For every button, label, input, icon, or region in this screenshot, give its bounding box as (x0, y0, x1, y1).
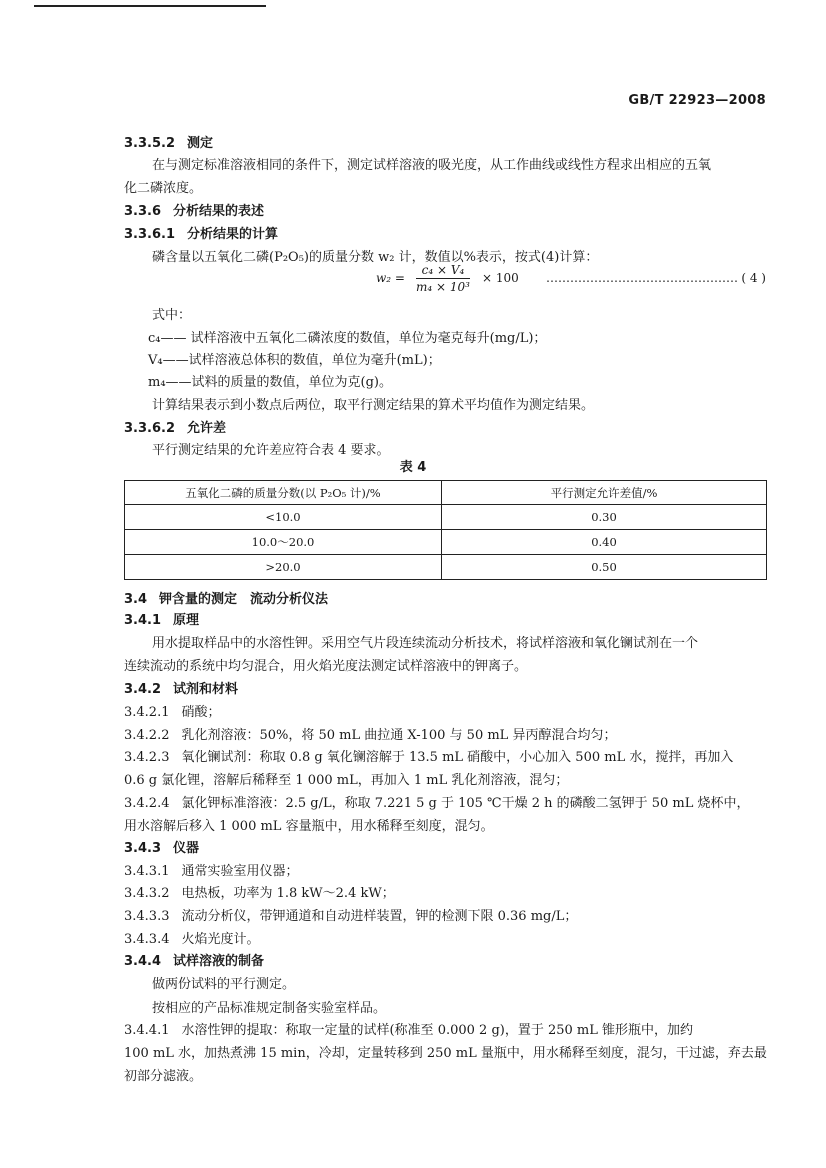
table-cell: 0.30 (442, 505, 767, 530)
clause-number: 3.4.4.1 (124, 1023, 170, 1038)
line-text: 乳化剂溶液：50%，将 50 mL 曲拉通 X-100 与 50 mL 异丙醇混合均匀； (181, 728, 617, 743)
line-text: 氧化镧试剂：称取 0.8 g 氧化镧溶解于 13.5 mL 硝酸中，小心加入 500 mL 水，搅拌，再加入 (181, 750, 734, 765)
list-item (124, 885, 395, 903)
formula-4 (376, 262, 766, 298)
clause-number: 3.4.3.3 (124, 909, 170, 924)
line-text: 原理 (173, 613, 200, 628)
list-item (124, 1022, 693, 1040)
line-text: 用水溶解后移入 1 000 mL 容量瓶中，用水稀释至刻度，混匀。 (124, 819, 494, 834)
line-text: V₄——试样溶液总体积的数值，单位为毫升(mL)； (148, 353, 441, 368)
clause-number: 3.4.3.1 (124, 864, 170, 879)
clause-number: 3.4.1 (124, 613, 162, 628)
paragraph-line (152, 397, 594, 415)
clause-number: 3.4.2.1 (124, 705, 170, 720)
section-heading (124, 953, 264, 971)
paragraph-line (124, 1045, 767, 1063)
formula-multiplier: × 100 (482, 271, 519, 285)
formula-fraction (416, 262, 470, 295)
section-heading (124, 681, 238, 699)
table-row (125, 505, 767, 530)
clause-number: 3.3.6.2 (124, 421, 175, 436)
paragraph-line (152, 635, 698, 653)
formula-numerator: c₄ × V₄ (416, 262, 470, 279)
clause-number: 3.3.5.2 (124, 136, 175, 151)
line-text: 初部分滤液。 (124, 1069, 203, 1084)
line-text: 100 mL 水，加热煮沸 15 min，冷却，定量转移到 250 mL 量瓶中，用水稀释至刻度，混匀，干过滤，弃去最 (124, 1046, 767, 1061)
table-cell: >20.0 (125, 555, 442, 580)
list-item (124, 749, 733, 767)
paragraph-line (152, 1000, 386, 1018)
section-heading (124, 591, 328, 609)
line-text: 允许差 (187, 421, 227, 436)
line-text: 分析结果的计算 (187, 227, 279, 242)
line-text: 按相应的产品标准规定制备实验室样品。 (152, 1001, 387, 1016)
line-text: 火焰光度计。 (181, 932, 260, 947)
paragraph-line (124, 772, 568, 790)
line-text: 电热板，功率为 1.8 kW～2.4 kW； (181, 886, 395, 901)
paragraph-line (124, 1068, 202, 1086)
section-heading (124, 840, 199, 858)
line-text: 用水提取样品中的水溶性钾。采用空气片段连续流动分析技术，将试样溶液和氧化镧试剂在一个 (152, 636, 699, 651)
section-heading (124, 612, 199, 630)
table-row (125, 530, 767, 555)
table-row (125, 555, 767, 580)
line-text: m₄——试料的质量的数值，单位为克(g)。 (148, 375, 393, 390)
section-heading (124, 420, 226, 438)
section-heading (124, 203, 264, 221)
clause-number: 3.4.2.2 (124, 728, 170, 743)
formula-leader-dots: ………………………………………… (546, 271, 738, 285)
line-text: 通常实验室用仪器； (181, 864, 299, 879)
formula-number: ( 4 ) (741, 271, 766, 285)
standard-number: GB/T 22923—2008 (628, 93, 766, 108)
formula-denominator: m₄ × 10³ (416, 280, 470, 294)
line-text: 试剂和材料 (173, 682, 239, 697)
paragraph-line (124, 818, 494, 836)
clause-number: 3.4.3.4 (124, 932, 170, 947)
list-item (124, 863, 299, 881)
table-cell: 0.40 (442, 530, 767, 555)
list-item (124, 704, 221, 722)
section-heading (124, 135, 213, 153)
table-title: 表 4 (399, 460, 427, 475)
line-text: 在与测定标准溶液相同的条件下，测定试样溶液的吸光度，从工作曲线或线性方程求出相应的五氧 (152, 158, 712, 173)
clause-number: 3.4.3.2 (124, 886, 170, 901)
line-text: 测定 (187, 136, 214, 151)
top-rule (34, 5, 266, 7)
clause-number: 3.4 (124, 592, 148, 607)
line-text: 连续流动的系统中均匀混合，用火焰光度法测定试样溶液中的钾离子。 (124, 659, 528, 674)
paragraph-line (148, 330, 546, 348)
line-text: 氯化钾标准溶液：2.5 g/L，称取 7.221 5 g 于 105 ℃干燥 2 h 的磷酸二氢钾于 50 mL 烧杯中， (181, 796, 750, 811)
table-4 (124, 480, 767, 580)
list-item (124, 727, 616, 745)
paragraph-line (148, 352, 441, 370)
list-item (124, 931, 260, 949)
clause-number: 3.4.2 (124, 682, 162, 697)
clause-number: 3.3.6.1 (124, 227, 175, 242)
line-text: 流动分析仪，带钾通道和自动进样装置，钾的检测下限 0.36 mg/L； (181, 909, 578, 924)
clause-number: 3.4.3 (124, 841, 162, 856)
line-text: 磷含量以五氧化二磷(P₂O₅)的质量分数 w₂ 计，数值以%表示，按式(4)计算： (152, 250, 599, 265)
line-text: 硝酸； (181, 705, 221, 720)
list-item (124, 908, 577, 926)
paragraph-line (152, 307, 191, 325)
list-item (124, 795, 750, 813)
table-cell: <10.0 (125, 505, 442, 530)
line-text: 平行测定结果的允许差应符合表 4 要求。 (152, 443, 390, 458)
table-header-row (125, 481, 767, 505)
line-text: 仪器 (173, 841, 200, 856)
line-text: 钾含量的测定 流动分析仪法 (159, 592, 329, 607)
line-text: 0.6 g 氯化锂，溶解后稀释至 1 000 mL，再加入 1 mL 乳化剂溶液，混匀； (124, 773, 569, 788)
line-text: 化二磷浓度。 (124, 181, 203, 196)
paragraph-line (124, 180, 202, 198)
clause-number: 3.3.6 (124, 204, 162, 219)
paragraph-line (152, 157, 711, 175)
line-text: 做两份试料的平行测定。 (152, 977, 296, 992)
clause-number: 3.4.2.3 (124, 750, 170, 765)
section-heading (124, 226, 278, 244)
table-cell: 10.0～20.0 (125, 530, 442, 555)
line-text: c₄—— 试样溶液中五氧化二磷浓度的数值，单位为毫克每升(mg/L)； (148, 331, 547, 346)
line-text: 式中： (152, 308, 192, 323)
line-text: 水溶性钾的提取：称取一定量的试样(称准至 0.000 2 g)，置于 250 mL 锥形瓶中，加约 (181, 1023, 694, 1038)
table-header-cell: 平行测定允许差值/% (442, 481, 767, 505)
paragraph-line (124, 658, 527, 676)
line-text: 分析结果的表述 (173, 204, 265, 219)
formula-lhs: w₂ = (376, 271, 405, 285)
table-cell: 0.50 (442, 555, 767, 580)
table-header-cell: 五氧化二磷的质量分数(以 P₂O₅ 计)/% (125, 481, 442, 505)
clause-number: 3.4.2.4 (124, 796, 170, 811)
clause-number: 3.4.4 (124, 954, 162, 969)
paragraph-line (148, 374, 392, 392)
paragraph-line (152, 976, 295, 994)
line-text: 计算结果表示到小数点后两位，取平行测定结果的算术平均值作为测定结果。 (152, 398, 595, 413)
line-text: 试样溶液的制备 (173, 954, 265, 969)
